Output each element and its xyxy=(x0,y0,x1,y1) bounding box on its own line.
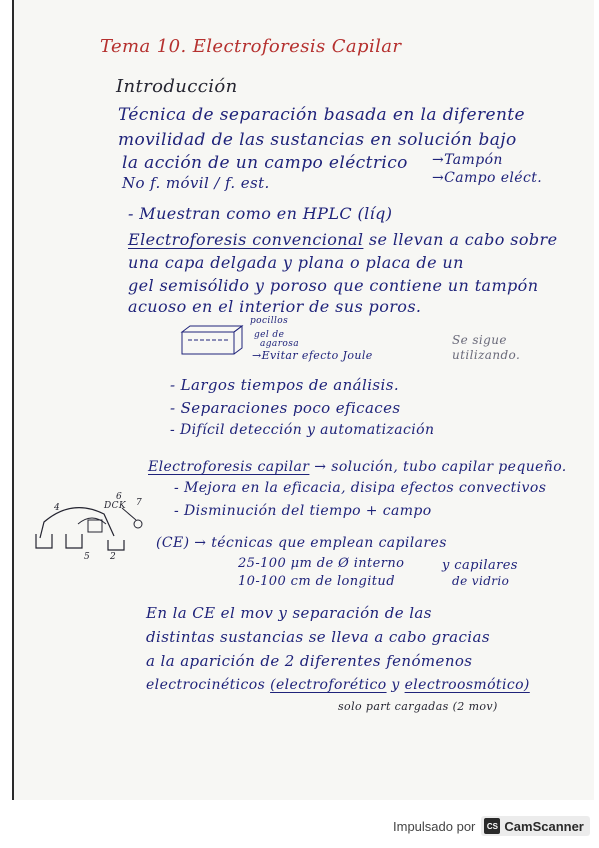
convencional-heading: Electroforesis convencional xyxy=(128,230,364,249)
intro-line-3: la acción de un campo eléctrico xyxy=(122,153,408,173)
intro-line-4: No f. móvil / f. est. xyxy=(122,174,270,192)
camscanner-logo-icon: CS xyxy=(484,818,500,834)
capilar-line-0 xyxy=(148,459,567,475)
intro-line-1: Técnica de separación basada en la diferente xyxy=(118,105,525,125)
ce-apparatus-sketch xyxy=(32,494,150,560)
intro-heading: Introducción xyxy=(116,76,238,97)
ce-paragraph-line-2: distintas sustancias se lleva a cabo gracias xyxy=(146,628,490,646)
ce-spec-aside-2: de vidrio xyxy=(452,574,510,588)
intro-aside-campo: →Campo eléct. xyxy=(432,170,543,186)
gel-box-sketch xyxy=(178,318,248,360)
ce-paragraph-electrocineticos: electrocinéticos xyxy=(146,677,266,693)
capilar-bullet-2: - Disminución del tiempo + campo xyxy=(174,503,432,519)
capilar-heading-rest: → solución, tubo capilar pequeño. xyxy=(314,459,567,475)
scanner-watermark xyxy=(393,815,590,837)
ce-definition: (CE) → técnicas que emplean capilares xyxy=(156,535,447,551)
ce-paragraph-line-1: En la CE el mov y separación de las xyxy=(146,604,432,622)
powered-by-text: Impulsado por xyxy=(393,818,476,834)
term-electroforetico: (electroforético xyxy=(270,677,387,693)
diagram-label-5: 5 xyxy=(84,552,91,562)
convencional-line-0 xyxy=(128,230,557,249)
term-and: y xyxy=(391,677,400,693)
fig-label-pocillos: pocillos xyxy=(250,316,289,326)
side-note-2: utilizando. xyxy=(452,348,521,362)
capilar-heading: Electroforesis capilar xyxy=(148,459,310,475)
convencional-bullet-1: - Largos tiempos de análisis. xyxy=(170,376,399,394)
diagram-label-7: 7 xyxy=(136,498,143,508)
diagram-label-4: 4 xyxy=(54,503,61,513)
camscanner-brand: CamScanner xyxy=(504,818,584,834)
convencional-line-3: acuoso en el interior de sus poros. xyxy=(128,297,422,316)
convencional-heading-rest: se llevan a cabo sobre xyxy=(368,230,558,249)
ce-spec-length: 10-100 cm de longitud xyxy=(238,574,395,589)
capilar-bullet-1: - Mejora en la eficacia, disipa efectos convectivos xyxy=(174,480,547,496)
convencional-line-1: una capa delgada y plana o placa de un xyxy=(128,253,464,272)
side-note-1: Se sigue xyxy=(452,333,507,347)
ce-spec-aside-1: y capilares xyxy=(442,558,518,573)
term-electroosmotico: electroosmótico) xyxy=(404,677,530,693)
ce-paragraph-note: solo part cargadas (2 mov) xyxy=(338,700,498,713)
ce-paragraph-line-3: a la aparición de 2 diferentes fenómenos xyxy=(146,652,473,670)
notebook-page xyxy=(12,0,594,800)
ce-spec-diameter: 25-100 μm de Ø interno xyxy=(238,556,405,571)
ce-paragraph-line-4 xyxy=(146,677,530,693)
diagram-label-6: 6 xyxy=(116,492,123,502)
convencional-bullet-3: - Difícil detección y automatización xyxy=(170,422,435,438)
fig-label-joule: →Evitar efecto Joule xyxy=(252,349,373,362)
intro-aside-tampon: →Tampón xyxy=(432,152,503,168)
diagram-label-2: 2 xyxy=(110,552,117,562)
hplc-note: - Muestran como en HPLC (líq) xyxy=(128,204,393,223)
intro-line-2: movilidad de las sustancias en solución bajo xyxy=(118,130,517,150)
convencional-line-2: gel semisólido y poroso que contiene un tampón xyxy=(128,276,539,295)
page-title: Tema 10. Electroforesis Capilar xyxy=(100,36,402,57)
fig-label-gel: gel de xyxy=(254,330,285,340)
camscanner-badge xyxy=(481,816,589,836)
fig-label-agarosa: agarosa xyxy=(260,339,299,349)
convencional-bullet-2: - Separaciones poco eficaces xyxy=(170,399,401,417)
diagram-label-dck: DCK xyxy=(104,501,127,511)
